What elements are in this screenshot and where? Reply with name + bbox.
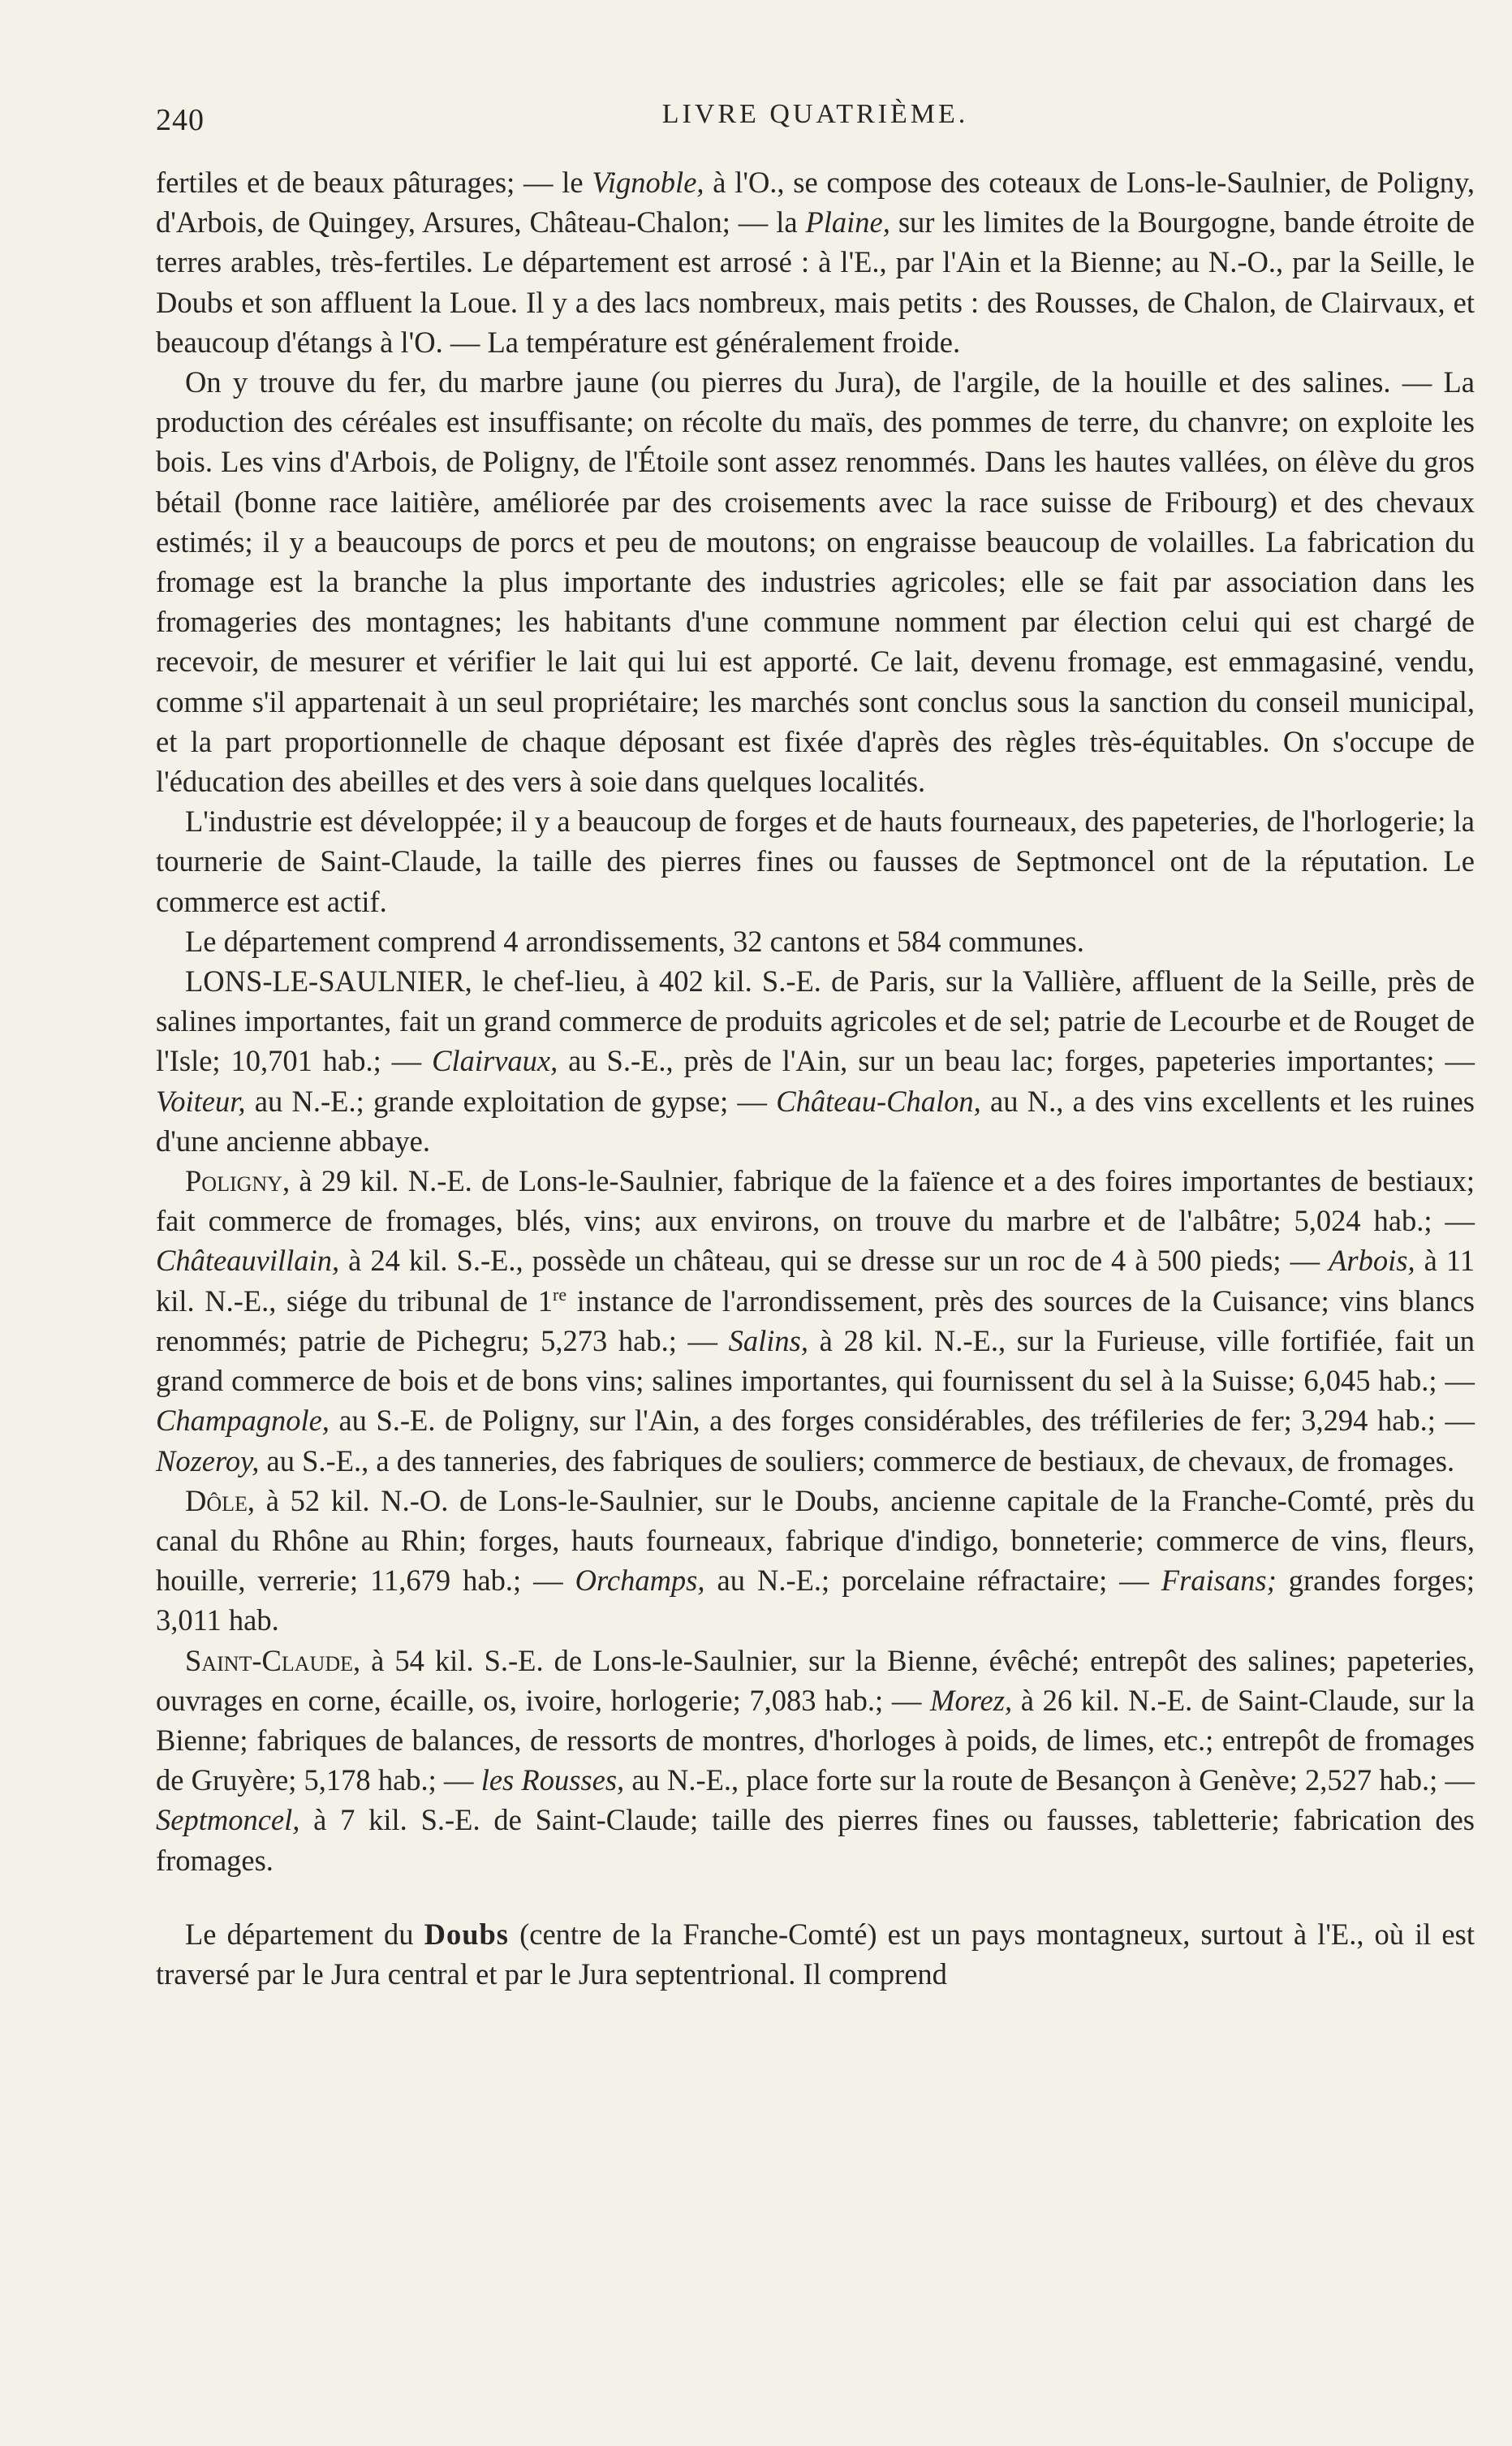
paragraph — [156, 801, 1475, 921]
paragraph — [156, 162, 1475, 362]
text-run: grandes forges; 3,011 hab. — [156, 1564, 1475, 1637]
text-run: à 11 kil. N.-E., siége du tribunal de 1 — [156, 1244, 1475, 1318]
text-run: à 26 kil. N.-E. de Saint-Claude, sur la Bienne; fabriques de balances, de ressorts de montres, d'horloges à poids, de limes, etc.; entrepôt de fromages de Gruyère; 5,178 hab.; — — [156, 1683, 1475, 1797]
text-run: au S.-E., près de l'Ain, sur un beau lac; forges, papeteries importantes; — — [558, 1044, 1475, 1078]
text-run: à 24 kil. S.-E., possède un château, qui se dresse sur un roc de 4 à 500 pieds; — — [339, 1244, 1329, 1278]
paragraph — [156, 1641, 1475, 1880]
text-run-sc: Poligny, — [185, 1164, 291, 1198]
paragraph — [156, 1914, 1475, 1994]
text-run-it: Vignoble, — [592, 166, 704, 199]
text-run: LONS-LE-SAULNIER, le chef-lieu, à 402 kil. S.-E. de Paris, sur la Vallière, affluent de la Seille, près de salines importantes, fait un grand commerce de produits agricoles et de sel; patrie de Lecourbe et de Rouget de l'Isle; 10,701 hab.; — — [156, 964, 1475, 1078]
text-run: à 7 kil. S.-E. de Saint-Claude; taille des pierres fines ou fausses, tabletterie; fabrication des fromages. — [156, 1803, 1475, 1877]
text-run-it: Châteauvillain, — [156, 1244, 340, 1278]
text-run: au N.-E.; porcelaine réfractaire; — — [704, 1564, 1161, 1598]
paragraph — [156, 1481, 1475, 1641]
text-run-sc: Saint-Claude, — [185, 1643, 361, 1677]
text-run: à 28 kil. N.-E., sur la Furieuse, ville fortifiée, fait un grand commerce de bois et de bons vins; salines importantes, qui fournissent du sel à la Suisse; 6,045 hab.; — — [156, 1323, 1475, 1398]
text-run: à 29 kil. N.-E. de Lons-le-Saulnier, fabrique de la faïence et a des foires importantes de bestiaux; fait commerce de fromages, blés, vins; aux environs, on trouve du marbre et de l'albâtre; 5,024 hab.; — — [156, 1164, 1475, 1238]
paragraph — [156, 1161, 1475, 1481]
page-header — [156, 91, 1475, 141]
text-run: L'industrie est développée; il y a beaucoup de forges et de hauts fourneaux, des papeteries, de l'horlogerie; la tournerie de Saint-Claude, la taille des pierres fines ou fausses de Septmoncel ont de la réputation. Le commerce est actif. — [156, 805, 1475, 918]
running-title: LIVRE QUATRIÈME. — [661, 99, 969, 129]
text-run-bold: Doubs — [424, 1917, 510, 1951]
text-run: au S.-E. de Poligny, sur l'Ain, a des forges considérables, des tréfileries de fer; 3,294 hab.; — — [329, 1404, 1475, 1438]
text-run: à 52 kil. N.-O. de Lons-le-Saulnier, sur le Doubs, ancienne capitale de la Franche-Comté, près du canal du Rhône au Rhin; forges, hauts fourneaux, fabrique d'indigo, bonneterie; commerce de vins, fleurs, houille, verrerie; 11,679 hab.; — — [156, 1483, 1475, 1598]
text-run-it: Arbois, — [1329, 1244, 1415, 1278]
paragraph — [156, 921, 1475, 961]
text-run-it: Septmoncel, — [156, 1803, 300, 1837]
text-run-it: Plaine, — [805, 205, 890, 239]
text-run-it: les Rousses, — [480, 1763, 625, 1797]
text-run: sur les limites de la Bourgogne, bande étroite de terres arables, très-fertiles. Le département est arrosé : à l'E., par l'Ain et la Bienne; au N.-O., par la Seille, le Doubs et son affluent la Loue. Il y a des lacs nombreux, mais petits : des Rousses, de Chalon, de Clairvaux, et beaucoup d'étangs à l'O. — La température est généralement froide. — [156, 205, 1475, 359]
text-run: Le département du — [185, 1917, 424, 1951]
text-run: fertiles et de beaux pâturages; — le — [156, 166, 592, 199]
text-run-sup: re — [553, 1283, 567, 1305]
text-run-it: Orchamps, — [575, 1564, 705, 1598]
text-run-it: Champagnole, — [156, 1404, 330, 1438]
text-run: au N.-E.; grande exploitation de gypse; — — [245, 1084, 777, 1118]
paragraph — [156, 362, 1475, 801]
text-run: au N.-E., place forte sur la route de Besançon à Genève; 2,527 hab.; — — [624, 1763, 1475, 1797]
text-run: Le département comprend 4 arrondissements, 32 cantons et 584 communes. — [185, 924, 1084, 958]
text-run-it: Salins, — [728, 1323, 809, 1357]
text-run: instance de l'arrondissement, près des sources de la Cuisance; vins blancs renommés; patrie de Pichegru; 5,273 hab.; — — [156, 1283, 1475, 1357]
text-run: à 54 kil. S.-E. de Lons-le-Saulnier, sur la Bienne, évêché; entrepôt des salines; papeteries, ouvrages en corne, écaille, os, ivoire, horlogerie; 7,083 hab.; — — [156, 1643, 1475, 1717]
text-run-it: Nozeroy, — [156, 1443, 260, 1478]
text-run: au S.-E., a des tanneries, des fabriques de souliers; commerce de bestiaux, de chevaux, de fromages. — [259, 1443, 1455, 1478]
paragraph — [156, 961, 1475, 1161]
text-run-it: Château-Chalon, — [776, 1084, 981, 1118]
text-run-sc: Dôle, — [185, 1483, 256, 1517]
text-run: à l'O., se compose des coteaux de Lons-le-Saulnier, de Poligny, d'Arbois, de Quingey, Arsures, Château-Chalon; — la — [156, 166, 1475, 239]
text-run: On y trouve du fer, du marbre jaune (ou pierres du Jura), de l'argile, de la houille et des salines. — La production des céréales est insuffisante; on récolte du maïs, des pommes de terre, du chanvre; on exploite les bois. Les vins d'Arbois, de Poligny, de l'Étoile sont assez renommés. Dans les hautes vallées, on élève du gros bétail (bonne race laitière, améliorée par des croisements avec la race suisse de Fribourg) et des chevaux estimés; il y a beaucoups de porcs et peu de moutons; on engraisse beaucoup de volailles. La fabrication du fromage est la branche la plus importante des industries agricoles; elle se fait par association dans les fromageries des montagnes; les habitants d'une commune nomment par élection celui qui est chargé de recevoir, de mesurer et vérifier le lait qui lui est apporté. Ce lait, devenu fromage, est emmagasiné, vendu, comme s'il appartenait à un seul propriétaire; les marchés sont conclus sous la sanction du conseil municipal, et la part proportionnelle de chaque déposant est fixée d'après des règles très-équitables. On s'occupe de l'éducation des abeilles et des vers à soie dans quelques localités. — [156, 365, 1475, 799]
text-run: au N., a des vins excellents et les ruines d'une ancienne abbaye. — [156, 1084, 1475, 1158]
text-run: (centre de la Franche-Comté) est un pays montagneux, surtout à l'E., où il est traversé par le Jura central et par le Jura septentrional. Il comprend — [156, 1917, 1475, 1991]
page-number: 240 — [156, 103, 205, 137]
text-run-it: Voiteur, — [156, 1084, 246, 1118]
text-run-it: Fraisans; — [1161, 1564, 1277, 1598]
text-run-it: Clairvaux, — [432, 1044, 558, 1078]
text-run-it: Morez, — [930, 1683, 1013, 1717]
body-text — [156, 162, 1475, 1994]
